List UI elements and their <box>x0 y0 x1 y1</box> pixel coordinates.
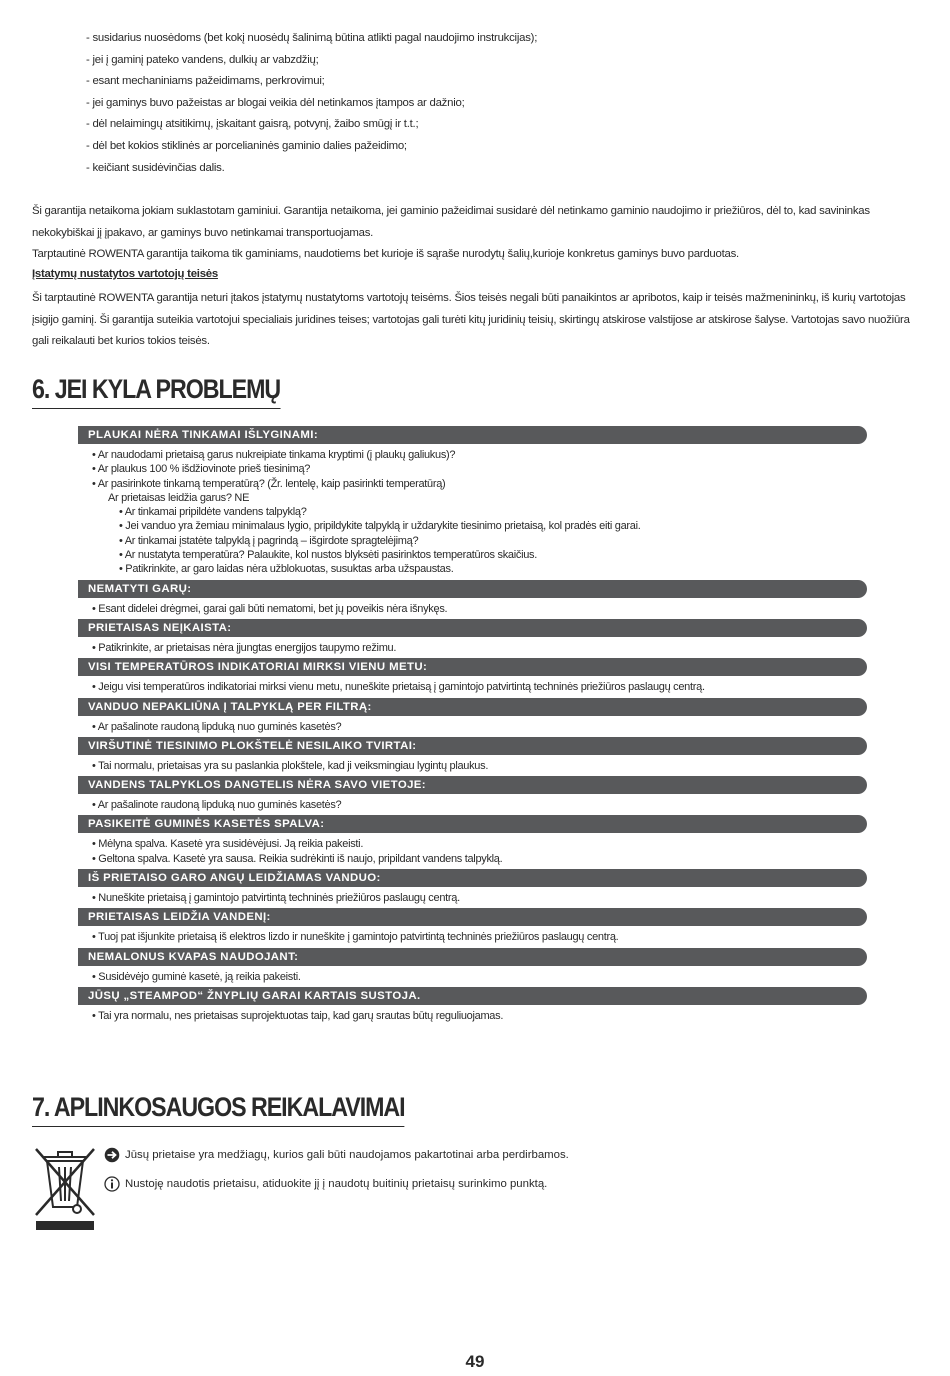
problem-solutions <box>78 887 867 908</box>
solution-item: • Ar pasirinkote tinkamą temperatūrą? (Žr. lentelę, kaip pasirinkti temperatūrą) <box>92 477 446 490</box>
problem-solutions <box>78 926 867 947</box>
solution-item: Ar prietaisas leidžia garus? NE <box>108 491 250 504</box>
problem-heading: NEMALONUS KVAPAS NAUDOJANT: <box>78 948 867 966</box>
solution-item: • Patikrinkite, ar garo laidas nėra užblokuotas, susuktas arba užspaustas. <box>119 563 454 576</box>
disposal-text: Nustoję naudotis prietaisu, atiduokite jį į naudotų buitinių prietaisų surinkimo punktą. <box>125 1178 548 1190</box>
problem-heading: JŪSŲ „STEAMPOD“ ŽNYPLIŲ GARAI KARTAIS SUSTOJA. <box>78 987 867 1005</box>
problem-solutions <box>78 716 867 737</box>
problem-solutions <box>78 637 867 658</box>
solution-item: • Ar pašalinote raudoną lipduką nuo guminės kasetės? <box>92 720 342 733</box>
solution-item: • Ar nustatyta temperatūra? Palaukite, kol nustos blyksėti pasirinktos temperatūros skaičius. <box>119 549 537 562</box>
disposal-note <box>104 1176 547 1192</box>
info-circle-icon <box>104 1176 120 1192</box>
problem-solutions <box>78 598 867 619</box>
problem-heading: VISI TEMPERATŪROS INDIKATORIAI MIRKSI VIENU METU: <box>78 658 867 676</box>
exclusion-item: - jei į gaminį pateko vandens, dulkių ar vabzdžių; <box>86 53 319 66</box>
solution-item: • Tai normalu, prietaisas yra su paslankia plokštele, kad ji veiksmingiau lygintų plaukus. <box>92 759 489 772</box>
exclusion-item: - jei gaminys buvo pažeistas ar blogai veikia dėl netinkamos įtampos ar dažnio; <box>86 96 465 109</box>
page-number: 49 <box>465 1352 485 1371</box>
consumer-rights-heading: Įstatymų nustatytos vartotojų teisės <box>32 268 218 280</box>
solution-item: • Esant didelei drėgmei, garai gali būti nematomi, bet jų poveikis nėra išnykęs. <box>92 602 448 615</box>
solution-item: • Susidėvėjo guminė kasetė, ją reikia pakeisti. <box>92 970 301 983</box>
solution-item: • Ar pašalinote raudoną lipduką nuo guminės kasetės? <box>92 799 342 812</box>
solution-item: • Nuneškite prietaisą į gamintojo patvirtintą techninės priežiūros paslaugų centrą. <box>92 892 460 905</box>
problem-heading: NEMATYTI GARŲ: <box>78 580 867 598</box>
arrow-circle-icon <box>104 1147 120 1163</box>
problem-heading: VIRŠUTINĖ TIESINIMO PLOKŠTELĖ NESILAIKO TVIRTAI: <box>78 737 867 755</box>
problem-heading: PASIKEITĖ GUMINĖS KASETĖS SPALVA: <box>78 815 867 833</box>
problem-solutions <box>78 794 867 815</box>
solution-item: • Jei vanduo yra žemiau minimalaus lygio, pripildykite talpyklą ir uždarykite tiesinimo prietaisą, kol pradės eiti garai. <box>119 520 641 533</box>
warranty-paragraph-2: Tarptautinė ROWENTA garantija taikoma tik gaminiams, naudotiems bet kurioje iš sąraše nurodytų šalių,kurioje konkretus gaminys buvo parduotas. <box>32 248 739 260</box>
problem-solutions <box>78 444 867 580</box>
recycle-note <box>104 1147 569 1163</box>
section-6-title: 6. JEI KYLA PROBLEMŲ <box>32 374 280 409</box>
solution-item: • Tai yra normalu, nes prietaisas suprojektuotas taip, kad garų srautas būtų reguliuojamas. <box>92 1009 504 1022</box>
problem-solutions <box>78 1005 867 1026</box>
problem-solutions <box>78 755 867 776</box>
solution-item: • Tuoj pat išjunkite prietaisą iš elektros lizdo ir nuneškite į gamintojo patvirtintą techninės priežiūros paslaugų centrą. <box>92 931 619 944</box>
problem-solutions <box>78 676 867 697</box>
exclusion-item: - keičiant susidėvinčias dalis. <box>86 161 225 174</box>
consumer-rights-paragraph: Ši tarptautinė ROWENTA garantija neturi įtakos įstatymų nustatytoms vartotojų teisėms. Šios teisės negali būti panaikintos ar apribotos, kaip ir teisės mažmenininkų, iš kurių vartotojas įsigijo gaminį. Ši garantija suteikia vartotojui specialiais juridines teises; vartotojas gali turėti kitų juridinių teisių, skirtingų atskirose valstijose ar atskirose šalyse. Vartotojas savo nuožiūra gali reikalauti bet kurios tokios teisės. <box>32 292 910 348</box>
exclusion-item: - dėl bet kokios stiklinės ar porcelianinės gaminio dalies pažeidimo; <box>86 139 407 152</box>
troubleshooting-list <box>78 426 867 1026</box>
recycle-text: Jūsų prietaise yra medžiagų, kurios gali būti naudojamos pakartotinai arba perdirbamos. <box>125 1149 569 1161</box>
problem-heading: IŠ PRIETAISO GARO ANGŲ LEIDŽIAMAS VANDUO: <box>78 869 867 887</box>
problem-heading: VANDUO NEPAKLIŪNA Į TALPYKLĄ PER FILTRĄ: <box>78 698 867 716</box>
solution-item: • Ar tinkamai įstatėte talpyklą į pagrindą – išgirdote spragtelėjimą? <box>119 534 419 547</box>
solution-item: • Patikrinkite, ar prietaisas nėra įjungtas energijos taupymo režimu. <box>92 641 397 654</box>
warranty-exclusions-list <box>86 30 786 181</box>
solution-item: • Ar plaukus 100 % išdžiovinote prieš tiesinimą? <box>92 463 311 476</box>
problem-heading: PLAUKAI NĖRA TINKAMAI IŠLYGINAMI: <box>78 426 867 444</box>
solution-item: • Geltona spalva. Kasetė yra sausa. Reikia sudrėkinti iš naujo, pripildant vandens talpyklą. <box>92 852 503 865</box>
problem-heading: PRIETAISAS NEĮKAISTA: <box>78 619 867 637</box>
solution-item: • Ar tinkamai pripildėte vandens talpyklą? <box>119 506 307 519</box>
solution-item: • Mėlyna spalva. Kasetė yra susidėvėjusi. Ją reikia pakeisti. <box>92 838 364 851</box>
exclusion-item: - esant mechaniniams pažeidimams, perkrovimui; <box>86 75 325 88</box>
problem-solutions <box>78 833 867 869</box>
problem-solutions <box>78 966 867 987</box>
problem-heading: VANDENS TALPYKLOS DANGTELIS NĖRA SAVO VIETOJE: <box>78 776 867 794</box>
crossed-bin-icon <box>32 1143 98 1231</box>
solution-item: • Jeigu visi temperatūros indikatoriai mirksi vienu metu, nuneškite prietaisą į gamintojo patvirtintą techninės priežiūros paslaugų centrą. <box>92 681 705 694</box>
solution-item: • Ar naudodami prietaisą garus nukreipiate tinkama kryptimi (į plaukų galiukus)? <box>92 449 456 461</box>
section-7-title: 7. APLINKOSAUGOS REIKALAVIMAI <box>32 1092 405 1127</box>
exclusion-item: - susidarius nuosėdoms (bet kokį nuosėdų šalinimą būtina atlikti pagal naudojimo instrukcijas); <box>86 32 538 44</box>
exclusion-item: - dėl nelaimingų atsitikimų, įskaitant gaisrą, potvynį, žaibo smūgį ir t.t.; <box>86 118 419 131</box>
warranty-paragraph-1: Ši garantija netaikoma jokiam suklastotam gaminiui. Garantija netaikoma, jei gaminio pažeidimai susidarė dėl netinkamo gaminio naudojimo ir priežiūros, dėl to, kad savininkas nekokybiškai jį įpakavo, ar gaminys buvo netinkamai transportuojamas. <box>32 205 870 239</box>
problem-heading: PRIETAISAS LEIDŽIA VANDENĮ: <box>78 908 867 926</box>
